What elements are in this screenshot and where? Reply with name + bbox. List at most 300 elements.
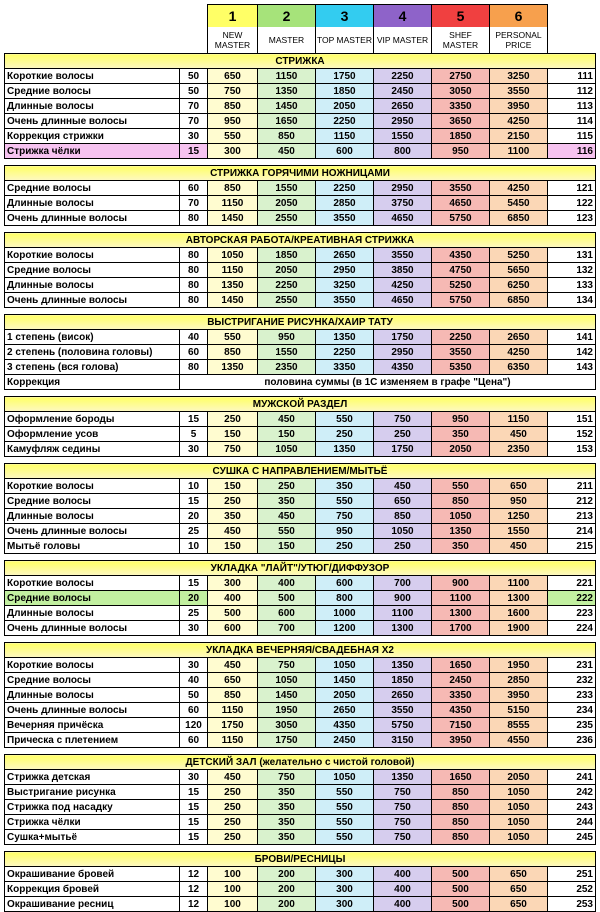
price-level-3: 1000: [316, 606, 374, 621]
price-level-4: 1850: [374, 673, 432, 688]
price-level-5: 5350: [432, 360, 490, 375]
price-level-1: 450: [208, 524, 258, 539]
price-level-5: 4350: [432, 248, 490, 263]
service-name: Очень длинные волосы: [5, 293, 180, 308]
section-header-row: [5, 315, 596, 330]
service-row: [5, 621, 596, 636]
service-duration: 15: [180, 494, 208, 509]
section-gap: [5, 390, 596, 397]
price-level-3: 550: [316, 785, 374, 800]
correction-note: половина суммы (в 1С изменяем в графе "Цена"): [180, 375, 596, 390]
price-level-2: 2250: [258, 278, 316, 293]
price-level-2: 450: [258, 144, 316, 159]
corner-blank: [5, 5, 208, 28]
level-number-row: [5, 5, 596, 28]
price-level-3: 600: [316, 576, 374, 591]
corner-blank-right: [548, 5, 596, 28]
price-level-6: 1600: [490, 606, 548, 621]
service-duration: 120: [180, 718, 208, 733]
price-level-3: 2250: [316, 181, 374, 196]
service-name: Короткие волосы: [5, 69, 180, 84]
service-name: Стрижка детская: [5, 770, 180, 785]
service-duration: 80: [180, 211, 208, 226]
price-level-3: 1050: [316, 770, 374, 785]
section-title: ВЫСТРИГАНИЕ РИСУНКА/ХАИР ТАТУ: [5, 315, 596, 330]
price-level-6: 1100: [490, 144, 548, 159]
service-row: [5, 688, 596, 703]
price-level-5: 2450: [432, 673, 490, 688]
price-level-3: 2850: [316, 196, 374, 211]
section-header-row: [5, 643, 596, 658]
price-level-1: 150: [208, 479, 258, 494]
price-level-1: 300: [208, 576, 258, 591]
service-row: [5, 494, 596, 509]
service-duration: 80: [180, 360, 208, 375]
service-code: 232: [548, 673, 596, 688]
service-code: 121: [548, 181, 596, 196]
price-level-4: 1550: [374, 129, 432, 144]
service-name: Средние волосы: [5, 263, 180, 278]
price-level-1: 1450: [208, 293, 258, 308]
price-level-6: 4550: [490, 733, 548, 748]
service-name: Вечерняя причёска: [5, 718, 180, 733]
price-level-1: 550: [208, 129, 258, 144]
price-level-2: 1550: [258, 345, 316, 360]
service-name: Стрижка под насадку: [5, 800, 180, 815]
service-row: [5, 882, 596, 897]
price-level-1: 850: [208, 345, 258, 360]
price-level-5: 850: [432, 830, 490, 845]
price-level-6: 8555: [490, 718, 548, 733]
price-level-2: 600: [258, 606, 316, 621]
price-level-3: 1050: [316, 658, 374, 673]
service-row: [5, 84, 596, 99]
service-duration: 30: [180, 621, 208, 636]
section-header-row: [5, 233, 596, 248]
service-name: 2 степень (половина головы): [5, 345, 180, 360]
price-level-6: 950: [490, 494, 548, 509]
service-row: [5, 278, 596, 293]
service-duration: 60: [180, 733, 208, 748]
service-name: Средние волосы: [5, 494, 180, 509]
service-name: Средние волосы: [5, 181, 180, 196]
service-name: Коррекция бровей: [5, 882, 180, 897]
service-duration: 70: [180, 114, 208, 129]
price-level-1: 600: [208, 621, 258, 636]
price-level-4: 3550: [374, 703, 432, 718]
price-level-2: 250: [258, 479, 316, 494]
price-level-2: 2550: [258, 293, 316, 308]
price-level-5: 1700: [432, 621, 490, 636]
service-code: 132: [548, 263, 596, 278]
price-level-6: 1050: [490, 830, 548, 845]
price-level-6: 650: [490, 882, 548, 897]
price-level-4: 3150: [374, 733, 432, 748]
price-level-4: 4350: [374, 360, 432, 375]
service-name: Короткие волосы: [5, 576, 180, 591]
section-gap-cell: [5, 390, 596, 397]
service-code: 223: [548, 606, 596, 621]
service-row: [5, 479, 596, 494]
price-level-3: 550: [316, 412, 374, 427]
price-level-4: 3750: [374, 196, 432, 211]
service-row: [5, 345, 596, 360]
price-level-4: 450: [374, 479, 432, 494]
price-level-6: 4250: [490, 345, 548, 360]
price-level-6: 450: [490, 539, 548, 554]
service-row: [5, 144, 596, 159]
service-duration: 50: [180, 688, 208, 703]
price-level-2: 3050: [258, 718, 316, 733]
service-code: 215: [548, 539, 596, 554]
service-code: 224: [548, 621, 596, 636]
price-level-3: 300: [316, 897, 374, 912]
service-name: Очень длинные волосы: [5, 114, 180, 129]
price-level-5: 3550: [432, 181, 490, 196]
section-header-row: [5, 464, 596, 479]
price-level-3: 2250: [316, 114, 374, 129]
section-gap-cell: [5, 226, 596, 233]
price-level-6: 1050: [490, 785, 548, 800]
price-level-1: 450: [208, 770, 258, 785]
price-level-6: 3250: [490, 69, 548, 84]
service-name: Очень длинные волосы: [5, 524, 180, 539]
price-level-3: 1450: [316, 673, 374, 688]
price-level-1: 1750: [208, 718, 258, 733]
service-row: [5, 181, 596, 196]
service-row: [5, 427, 596, 442]
service-code: 113: [548, 99, 596, 114]
price-level-4: 4250: [374, 278, 432, 293]
service-duration: 30: [180, 658, 208, 673]
service-duration: 60: [180, 181, 208, 196]
price-level-4: 2250: [374, 69, 432, 84]
price-level-1: 250: [208, 815, 258, 830]
service-duration: 10: [180, 539, 208, 554]
service-row: [5, 248, 596, 263]
price-level-2: 2550: [258, 211, 316, 226]
price-level-1: 150: [208, 539, 258, 554]
price-level-6: 4250: [490, 114, 548, 129]
price-level-6: 3950: [490, 99, 548, 114]
service-name: Оформление бороды: [5, 412, 180, 427]
price-level-6: 650: [490, 479, 548, 494]
service-duration: 25: [180, 606, 208, 621]
price-level-2: 2050: [258, 263, 316, 278]
price-level-6: 450: [490, 427, 548, 442]
service-name: Стрижка чёлки: [5, 815, 180, 830]
level-1-number: 1: [208, 5, 258, 28]
price-level-5: 4750: [432, 263, 490, 278]
price-level-2: 2350: [258, 360, 316, 375]
price-level-1: 650: [208, 69, 258, 84]
service-code: 123: [548, 211, 596, 226]
price-level-6: 1900: [490, 621, 548, 636]
service-duration: 40: [180, 330, 208, 345]
level-6-name: PERSONAL PRICE: [490, 27, 548, 54]
service-duration: 50: [180, 69, 208, 84]
price-level-2: 1450: [258, 688, 316, 703]
service-duration: 10: [180, 479, 208, 494]
service-duration: 50: [180, 84, 208, 99]
service-code: 242: [548, 785, 596, 800]
level-5-number: 5: [432, 5, 490, 28]
price-level-1: 350: [208, 509, 258, 524]
price-level-5: 900: [432, 576, 490, 591]
service-name: Короткие волосы: [5, 658, 180, 673]
service-duration: 15: [180, 144, 208, 159]
price-level-1: 300: [208, 144, 258, 159]
price-level-6: 2050: [490, 770, 548, 785]
level-6-number: 6: [490, 5, 548, 28]
service-row: [5, 591, 596, 606]
price-level-1: 250: [208, 830, 258, 845]
service-row: [5, 211, 596, 226]
price-level-2: 500: [258, 591, 316, 606]
price-level-3: 550: [316, 815, 374, 830]
price-level-1: 150: [208, 427, 258, 442]
service-code: 141: [548, 330, 596, 345]
price-level-4: 1100: [374, 606, 432, 621]
price-level-5: 1350: [432, 524, 490, 539]
service-code: 236: [548, 733, 596, 748]
corner-blank-2: [5, 27, 208, 54]
section-gap: [5, 845, 596, 852]
service-code: 114: [548, 114, 596, 129]
price-level-5: 2750: [432, 69, 490, 84]
section-header-row: [5, 755, 596, 770]
section-gap: [5, 457, 596, 464]
price-level-1: 1450: [208, 211, 258, 226]
price-level-3: 2950: [316, 263, 374, 278]
price-level-4: 1350: [374, 770, 432, 785]
service-duration: 15: [180, 412, 208, 427]
section-title: АВТОРСКАЯ РАБОТА/КРЕАТИВНАЯ СТРИЖКА: [5, 233, 596, 248]
service-name: Длинные волосы: [5, 688, 180, 703]
price-level-1: 1350: [208, 278, 258, 293]
service-name: Длинные волосы: [5, 606, 180, 621]
price-level-5: 1050: [432, 509, 490, 524]
price-level-5: 950: [432, 412, 490, 427]
price-level-1: 1350: [208, 360, 258, 375]
price-level-2: 150: [258, 427, 316, 442]
service-name: Мытьё головы: [5, 539, 180, 554]
corner-blank-right-2: [548, 27, 596, 54]
service-name: Очень длинные волосы: [5, 621, 180, 636]
section-gap: [5, 748, 596, 755]
price-level-4: 1750: [374, 330, 432, 345]
price-level-1: 250: [208, 800, 258, 815]
service-row: [5, 800, 596, 815]
price-level-6: 6850: [490, 293, 548, 308]
service-code: 213: [548, 509, 596, 524]
price-level-6: 1050: [490, 815, 548, 830]
price-level-2: 350: [258, 494, 316, 509]
section-gap: [5, 554, 596, 561]
service-row: [5, 263, 596, 278]
price-level-1: 1150: [208, 196, 258, 211]
price-level-2: 2050: [258, 196, 316, 211]
service-code: 153: [548, 442, 596, 457]
price-level-4: 250: [374, 427, 432, 442]
price-level-2: 1650: [258, 114, 316, 129]
price-level-4: 2450: [374, 84, 432, 99]
service-name: Сушка+мытьё: [5, 830, 180, 845]
service-duration: 15: [180, 785, 208, 800]
price-level-6: 3550: [490, 84, 548, 99]
price-level-2: 1050: [258, 442, 316, 457]
price-level-6: 6850: [490, 211, 548, 226]
service-duration: 15: [180, 815, 208, 830]
price-level-5: 5750: [432, 211, 490, 226]
service-code: 234: [548, 703, 596, 718]
price-level-4: 1350: [374, 658, 432, 673]
price-level-5: 7150: [432, 718, 490, 733]
service-code: 134: [548, 293, 596, 308]
service-duration: 12: [180, 867, 208, 882]
service-row: [5, 442, 596, 457]
service-duration: 30: [180, 129, 208, 144]
price-level-1: 100: [208, 882, 258, 897]
service-row: [5, 293, 596, 308]
price-level-5: 1300: [432, 606, 490, 621]
price-level-2: 350: [258, 800, 316, 815]
service-duration: 40: [180, 673, 208, 688]
price-level-2: 1450: [258, 99, 316, 114]
price-level-3: 1200: [316, 621, 374, 636]
service-duration: 80: [180, 293, 208, 308]
service-name: 1 степень (висок): [5, 330, 180, 345]
price-level-3: 1750: [316, 69, 374, 84]
service-row: [5, 897, 596, 912]
section-title: СТРИЖКА: [5, 54, 596, 69]
price-level-5: 3950: [432, 733, 490, 748]
price-level-6: 1250: [490, 509, 548, 524]
price-level-6: 2850: [490, 673, 548, 688]
section-title: БРОВИ/РЕСНИЦЫ: [5, 852, 596, 867]
service-name: Очень длинные волосы: [5, 211, 180, 226]
level-5-name: SHEF MASTER: [432, 27, 490, 54]
price-level-3: 3550: [316, 211, 374, 226]
price-level-4: 750: [374, 800, 432, 815]
service-duration: 12: [180, 882, 208, 897]
price-level-5: 1650: [432, 658, 490, 673]
price-level-4: 400: [374, 882, 432, 897]
service-code: 111: [548, 69, 596, 84]
section-gap-cell: [5, 748, 596, 755]
price-level-4: 750: [374, 830, 432, 845]
service-code: 252: [548, 882, 596, 897]
service-code: 241: [548, 770, 596, 785]
price-level-4: 2650: [374, 688, 432, 703]
price-level-5: 500: [432, 897, 490, 912]
service-code: 235: [548, 718, 596, 733]
price-level-6: 5250: [490, 248, 548, 263]
price-level-3: 350: [316, 479, 374, 494]
price-level-5: 500: [432, 882, 490, 897]
price-level-5: 3550: [432, 345, 490, 360]
price-level-1: 500: [208, 606, 258, 621]
section-gap: [5, 226, 596, 233]
service-row: [5, 509, 596, 524]
service-name: Коррекция стрижки: [5, 129, 180, 144]
service-name: Камуфляж седины: [5, 442, 180, 457]
section-header-row: [5, 397, 596, 412]
service-code: 116: [548, 144, 596, 159]
level-3-number: 3: [316, 5, 374, 28]
price-level-4: 4650: [374, 211, 432, 226]
price-level-6: 1950: [490, 658, 548, 673]
price-level-5: 2050: [432, 442, 490, 457]
price-level-1: 1150: [208, 703, 258, 718]
price-level-6: 2350: [490, 442, 548, 457]
price-level-6: 4250: [490, 181, 548, 196]
service-code: 122: [548, 196, 596, 211]
price-level-5: 850: [432, 815, 490, 830]
price-level-4: 1750: [374, 442, 432, 457]
section-title: СУШКА С НАПРАВЛЕНИЕМ/МЫТЬЁ: [5, 464, 596, 479]
service-row: [5, 673, 596, 688]
service-row: [5, 114, 596, 129]
price-level-4: 750: [374, 815, 432, 830]
service-duration: 12: [180, 897, 208, 912]
section-gap-cell: [5, 554, 596, 561]
service-duration: 80: [180, 248, 208, 263]
price-level-2: 1950: [258, 703, 316, 718]
service-name: Длинные волосы: [5, 99, 180, 114]
service-row: [5, 99, 596, 114]
service-row: [5, 606, 596, 621]
service-code: 214: [548, 524, 596, 539]
service-name: Длинные волосы: [5, 509, 180, 524]
service-code: 221: [548, 576, 596, 591]
section-header-row: [5, 561, 596, 576]
price-level-3: 300: [316, 867, 374, 882]
price-level-6: 6350: [490, 360, 548, 375]
service-row: [5, 815, 596, 830]
service-row: [5, 576, 596, 591]
price-table-body: [5, 5, 596, 912]
price-level-5: 1650: [432, 770, 490, 785]
price-level-4: 400: [374, 867, 432, 882]
price-level-5: 350: [432, 539, 490, 554]
price-level-5: 3050: [432, 84, 490, 99]
price-level-5: 1100: [432, 591, 490, 606]
price-level-6: 5650: [490, 263, 548, 278]
price-level-5: 1850: [432, 129, 490, 144]
price-table: [4, 4, 596, 912]
service-name: Средние волосы: [5, 84, 180, 99]
service-code: 142: [548, 345, 596, 360]
price-level-4: 400: [374, 897, 432, 912]
service-name: Оформление усов: [5, 427, 180, 442]
service-name: Короткие волосы: [5, 479, 180, 494]
price-level-3: 3250: [316, 278, 374, 293]
service-duration: 15: [180, 830, 208, 845]
price-level-6: 6250: [490, 278, 548, 293]
section-title: УКЛАДКА ВЕЧЕРНЯЯ/СВАДЕБНАЯ Х2: [5, 643, 596, 658]
price-level-3: 2450: [316, 733, 374, 748]
section-title: СТРИЖКА ГОРЯЧИМИ НОЖНИЦАМИ: [5, 166, 596, 181]
service-row: [5, 412, 596, 427]
service-name: Окрашивание бровей: [5, 867, 180, 882]
price-level-4: 1050: [374, 524, 432, 539]
price-level-4: 850: [374, 509, 432, 524]
service-code: 253: [548, 897, 596, 912]
price-level-4: 3550: [374, 248, 432, 263]
service-row: [5, 330, 596, 345]
price-level-3: 2050: [316, 688, 374, 703]
